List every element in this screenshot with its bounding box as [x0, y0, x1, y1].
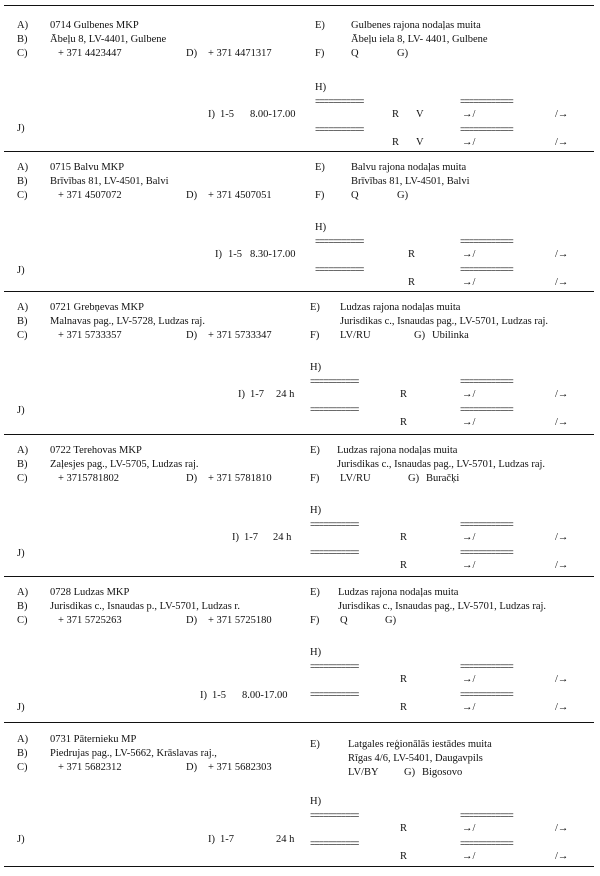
arrow-out: /→ [555, 674, 569, 685]
f-value: Q [351, 190, 359, 201]
label-h: H) [310, 796, 322, 807]
g-value: Buračķi [426, 473, 460, 484]
arrow-out: /→ [555, 532, 569, 543]
label-h: H) [310, 647, 322, 658]
label-i: I) [200, 690, 207, 701]
customs-office-address: Ābeļu iela 8, LV- 4401, Gulbene [351, 34, 488, 45]
label-d: D) [186, 762, 198, 773]
label-e: E) [315, 20, 325, 31]
lane-separator-right: ============ [460, 520, 513, 530]
lane-separator-right: ============ [460, 811, 513, 821]
label-d: D) [186, 190, 198, 201]
label-h: H) [315, 222, 327, 233]
lane-separator-right: ============ [460, 377, 513, 387]
lane-separator-right: ============ [460, 265, 513, 275]
lane-type: R [400, 702, 408, 713]
checkpoint-code-name: 0728 Ludzas MKP [50, 587, 130, 598]
label-j: J) [17, 123, 25, 134]
arrow-out: /→ [555, 560, 569, 571]
label-i: I) [208, 109, 215, 120]
checkpoint-fax: + 371 5682303 [208, 762, 272, 773]
label-e: E) [310, 587, 320, 598]
arrow-in: →/ [462, 389, 476, 400]
checkpoint-entry [0, 584, 600, 729]
label-i: I) [232, 532, 239, 543]
lane-separator-right: ============ [460, 97, 513, 107]
arrow-in: →/ [462, 109, 476, 120]
label-a: A) [17, 445, 29, 456]
arrow-in: →/ [462, 417, 476, 428]
hours-time: 8.30-17.00 [250, 249, 296, 260]
checkpoint-fax: + 371 5781810 [208, 473, 272, 484]
lane-separator-left: =========== [310, 662, 359, 672]
customs-office: Ludzas rajona nodaļas muita [340, 302, 461, 313]
checkpoint-entry [0, 731, 600, 876]
label-f: F) [315, 190, 325, 201]
lane-separator-left: =========== [310, 377, 359, 387]
label-a: A) [17, 20, 29, 31]
hours-time: 24 h [276, 834, 295, 845]
lane-separator-right: ============ [460, 405, 513, 415]
label-a: A) [17, 162, 29, 173]
label-a: A) [17, 587, 29, 598]
label-b: B) [17, 316, 28, 327]
label-c: C) [17, 330, 28, 341]
lane-separator-left: =========== [315, 97, 364, 107]
entry-divider [4, 151, 594, 152]
f-value: LV/BY [348, 767, 379, 778]
hours-days: 1-5 [228, 249, 242, 260]
hours-time: 24 h [273, 532, 292, 543]
checkpoint-entry [0, 159, 600, 304]
checkpoint-phone: + 371 5682312 [58, 762, 122, 773]
label-f: F) [315, 48, 325, 59]
checkpoint-entry [0, 442, 600, 587]
checkpoint-address: Brīvības 81, LV-4501, Balvi [50, 176, 169, 187]
arrow-out: /→ [555, 277, 569, 288]
label-b: B) [17, 34, 28, 45]
lane-separator-left: =========== [315, 237, 364, 247]
label-e: E) [310, 302, 320, 313]
label-d: D) [186, 473, 198, 484]
arrow-in: →/ [462, 560, 476, 571]
lane-type: R [400, 674, 408, 685]
checkpoint-fax: + 371 5733347 [208, 330, 272, 341]
checkpoint-code-name: 0721 Grebņevas MKP [50, 302, 144, 313]
label-a: A) [17, 302, 29, 313]
customs-office: Ludzas rajona nodaļas muita [338, 587, 459, 598]
label-j: J) [17, 265, 25, 276]
label-g: G) [385, 615, 397, 626]
arrow-in: →/ [462, 137, 476, 148]
arrow-out: /→ [555, 389, 569, 400]
checkpoint-phone: + 3715781802 [58, 473, 120, 484]
lane-type: R [400, 417, 408, 428]
label-a: A) [17, 734, 29, 745]
entry-divider [4, 291, 594, 292]
label-d: D) [186, 615, 198, 626]
checkpoint-address: Ābeļu 8, LV-4401, Gulbene [50, 34, 167, 45]
lane-separator-right: ============ [460, 839, 513, 849]
g-value: Ubilinka [432, 330, 469, 341]
arrow-in: →/ [462, 851, 476, 862]
entry-divider [4, 576, 594, 577]
customs-office: Gulbenes rajona nodaļas muita [351, 20, 481, 31]
label-f: F) [310, 330, 320, 341]
label-g: G) [397, 190, 409, 201]
label-h: H) [310, 505, 322, 516]
label-h: H) [310, 362, 322, 373]
hours-time: 8.00-17.00 [250, 109, 296, 120]
checkpoint-address: Malnavas pag., LV-5728, Ludzas raj. [50, 316, 205, 327]
arrow-out: /→ [555, 702, 569, 713]
label-e: E) [315, 162, 325, 173]
lane-separator-left: =========== [315, 265, 364, 275]
checkpoint-fax: + 371 5725180 [208, 615, 272, 626]
lane-separator-left: =========== [310, 811, 359, 821]
f-value: LV/RU [340, 330, 371, 341]
lane-type: R [400, 823, 408, 834]
label-j: J) [17, 548, 25, 559]
label-f: F) [310, 615, 320, 626]
customs-office-address: Jurisdikas c., Isnaudas pag., LV-5701, Ludzas raj. [338, 601, 547, 612]
arrow-in: →/ [462, 249, 476, 260]
lane-type: R [408, 249, 416, 260]
label-d: D) [186, 330, 198, 341]
arrow-out: /→ [555, 249, 569, 260]
lane-separator-left: =========== [310, 839, 359, 849]
label-f: F) [310, 473, 320, 484]
lane-separator-right: ============ [460, 125, 513, 135]
hours-time: 24 h [276, 389, 295, 400]
lane-type: R [408, 277, 416, 288]
checkpoint-phone: + 371 5725263 [58, 615, 122, 626]
label-b: B) [17, 748, 28, 759]
checkpoint-code-name: 0715 Balvu MKP [50, 162, 125, 173]
label-i: I) [238, 389, 245, 400]
lane-type: R [400, 851, 408, 862]
checkpoint-phone: + 371 4423447 [58, 48, 122, 59]
label-b: B) [17, 601, 28, 612]
entry-divider [4, 722, 594, 723]
checkpoint-fax: + 371 4507051 [208, 190, 272, 201]
checkpoint-entry [0, 17, 600, 162]
arrow-out: /→ [555, 109, 569, 120]
bottom-divider [4, 866, 594, 867]
hours-days: 1-5 [212, 690, 226, 701]
lane-separator-left: =========== [315, 125, 364, 135]
lane-separator-right: ============ [460, 690, 513, 700]
label-c: C) [17, 762, 28, 773]
hours-days: 1-7 [244, 532, 258, 543]
hours-time: 8.00-17.00 [242, 690, 288, 701]
label-c: C) [17, 190, 28, 201]
lane-separator-right: ============ [460, 237, 513, 247]
hours-days: 1-7 [220, 834, 234, 845]
arrow-out: /→ [555, 417, 569, 428]
lane-type: R [400, 532, 408, 543]
label-j: J) [17, 834, 25, 845]
hours-days: 1-7 [250, 389, 264, 400]
label-g: G) [414, 330, 426, 341]
label-b: B) [17, 459, 28, 470]
label-c: C) [17, 48, 28, 59]
top-divider [4, 5, 594, 6]
f-value: Q [351, 48, 359, 59]
lane-type: R [400, 560, 408, 571]
customs-office-address: Jurisdikas c., Isnaudas pag., LV-5701, Ludzas raj. [337, 459, 546, 470]
label-c: C) [17, 473, 28, 484]
customs-office-address: Rīgas 4/6, LV-5401, Daugavpils [348, 753, 483, 764]
customs-office: Ludzas rajona nodaļas muita [337, 445, 458, 456]
checkpoint-address: Jurisdikas c., Isnaudas p., LV-5701, Ludzas r. [50, 601, 240, 612]
arrow-in: →/ [462, 823, 476, 834]
customs-office: Latgales reģionālās iestādes muita [348, 739, 492, 750]
lane-type-extra: V [416, 137, 424, 148]
lane-separator-right: ============ [460, 548, 513, 558]
lane-separator-left: =========== [310, 405, 359, 415]
checkpoint-fax: + 371 4471317 [208, 48, 272, 59]
customs-office-address: Brīvības 81, LV-4501, Balvi [351, 176, 470, 187]
arrow-out: /→ [555, 137, 569, 148]
arrow-in: →/ [462, 277, 476, 288]
checkpoint-code-name: 0722 Terehovas MKP [50, 445, 142, 456]
entry-divider [4, 434, 594, 435]
lane-type: R [392, 109, 400, 120]
checkpoint-code-name: 0714 Gulbenes MKP [50, 20, 139, 31]
checkpoint-phone: + 371 4507072 [58, 190, 122, 201]
f-value: LV/RU [340, 473, 371, 484]
checkpoint-address: Piedrujas pag., LV-5662, Krāslavas raj., [50, 748, 217, 759]
lane-type-extra: V [416, 109, 424, 120]
lane-separator-right: ============ [460, 662, 513, 672]
arrow-in: →/ [462, 702, 476, 713]
lane-type: R [400, 389, 408, 400]
arrow-in: →/ [462, 674, 476, 685]
lane-separator-left: =========== [310, 548, 359, 558]
checkpoint-address: Zaļesjes pag., LV-5705, Ludzas raj. [50, 459, 199, 470]
label-g: G) [404, 767, 416, 778]
arrow-in: →/ [462, 532, 476, 543]
hours-days: 1-5 [220, 109, 234, 120]
arrow-out: /→ [555, 823, 569, 834]
customs-office: Balvu rajona nodaļas muita [351, 162, 467, 173]
label-e: E) [310, 445, 320, 456]
f-value: Q [340, 615, 348, 626]
label-g: G) [408, 473, 420, 484]
label-e: E) [310, 739, 320, 750]
label-g: G) [397, 48, 409, 59]
arrow-out: /→ [555, 851, 569, 862]
checkpoint-code-name: 0731 Pāternieku MP [50, 734, 137, 745]
label-j: J) [17, 702, 25, 713]
label-i: I) [215, 249, 222, 260]
label-i: I) [208, 834, 215, 845]
lane-separator-left: =========== [310, 520, 359, 530]
label-c: C) [17, 615, 28, 626]
label-b: B) [17, 176, 28, 187]
label-j: J) [17, 405, 25, 416]
label-d: D) [186, 48, 198, 59]
customs-office-address: Jurisdikas c., Isnaudas pag., LV-5701, Ludzas raj. [340, 316, 549, 327]
checkpoint-phone: + 371 5733357 [58, 330, 122, 341]
lane-separator-left: =========== [310, 690, 359, 700]
label-h: H) [315, 82, 327, 93]
g-value: Bigosovo [422, 767, 463, 778]
lane-type: R [392, 137, 400, 148]
checkpoint-entry [0, 299, 600, 444]
